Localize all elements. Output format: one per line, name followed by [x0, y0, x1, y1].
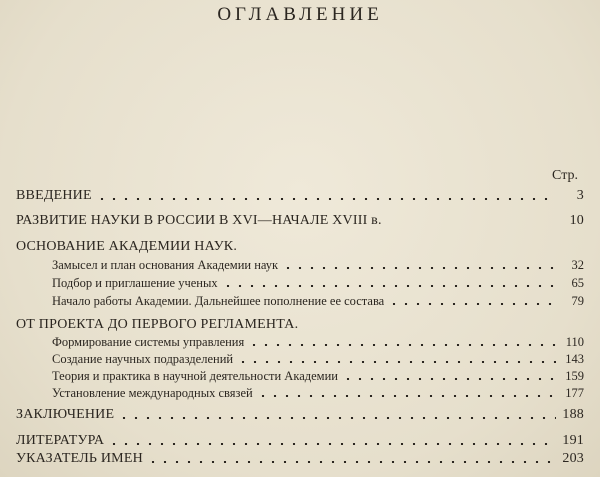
toc-entry-page: 159 [565, 369, 584, 383]
toc-subentry[interactable] [52, 253, 584, 273]
dot-leader [388, 303, 556, 305]
toc-entry[interactable] [16, 209, 424, 229]
toc-entry-page: 32 [571, 258, 584, 272]
dot-leader [147, 461, 556, 463]
toc-entry[interactable] [16, 403, 584, 423]
toc-entry-label: Формирование системы управления [52, 335, 245, 349]
toc-entry[interactable] [16, 447, 584, 467]
toc-entry-label: ОТ ПРОЕКТА ДО ПЕРВОГО РЕГЛАМЕНТА. [16, 317, 299, 332]
toc-entry-page: 191 [562, 433, 584, 448]
toc-entry-page: 10 [569, 213, 584, 228]
toc-entry-page: 3 [576, 188, 584, 203]
toc-entry-label: Подбор и приглашение ученых [52, 276, 218, 290]
dot-leader [96, 198, 556, 200]
dot-leader [118, 417, 556, 419]
toc-entry-label: ВВЕДЕНИЕ [16, 188, 92, 203]
toc-entry[interactable] [16, 429, 584, 449]
toc-entry-page: 79 [571, 294, 584, 308]
toc-entry-page: 143 [565, 352, 584, 366]
page-title: ОГЛАВЛЕНИЕ [217, 4, 383, 25]
dot-leader [108, 443, 556, 445]
pages-column-label: Стр. [552, 168, 578, 183]
toc-entry-label: УКАЗАТЕЛЬ ИМЕН [16, 451, 143, 466]
toc-entry-label: Создание научных подразделений [52, 352, 234, 366]
toc-entry-label: Теория и практика в научной деятельности Академии [52, 369, 338, 383]
toc-entry-label: РАЗВИТИЕ НАУКИ В РОССИИ В XVI—НАЧАЛЕ XVIII в. [16, 213, 382, 228]
toc-entry[interactable] [16, 184, 584, 204]
toc-subentry[interactable] [52, 289, 584, 309]
toc-entry-page: 65 [571, 276, 584, 290]
dot-leader [257, 395, 556, 397]
dot-leader [222, 285, 556, 287]
toc-entry-label: Начало работы Академии. Дальнейшее пополнение ее состава [52, 294, 385, 308]
toc-entry-label: ЛИТЕРАТУРА [16, 433, 105, 448]
dot-leader [248, 344, 556, 346]
dot-leader [282, 267, 556, 269]
toc-section-heading[interactable] [16, 235, 237, 255]
toc-subentry[interactable] [52, 381, 584, 401]
toc-entry-page: 177 [565, 386, 584, 400]
toc-entry-page: 110 [565, 335, 584, 349]
dot-leader [237, 361, 556, 363]
toc-entry-page: 188 [562, 407, 584, 422]
dot-leader [342, 378, 556, 380]
toc-entry-label: Установление международных связей [52, 386, 253, 400]
toc-entry-label: Замысел и план основания Академии наук [52, 258, 279, 272]
toc-subentry[interactable] [52, 271, 584, 291]
toc-entry-label: ОСНОВАНИЕ АКАДЕМИИ НАУК. [16, 239, 238, 254]
toc-entry-label: ЗАКЛЮЧЕНИЕ [16, 407, 115, 422]
toc-entry-page: 203 [562, 451, 584, 466]
